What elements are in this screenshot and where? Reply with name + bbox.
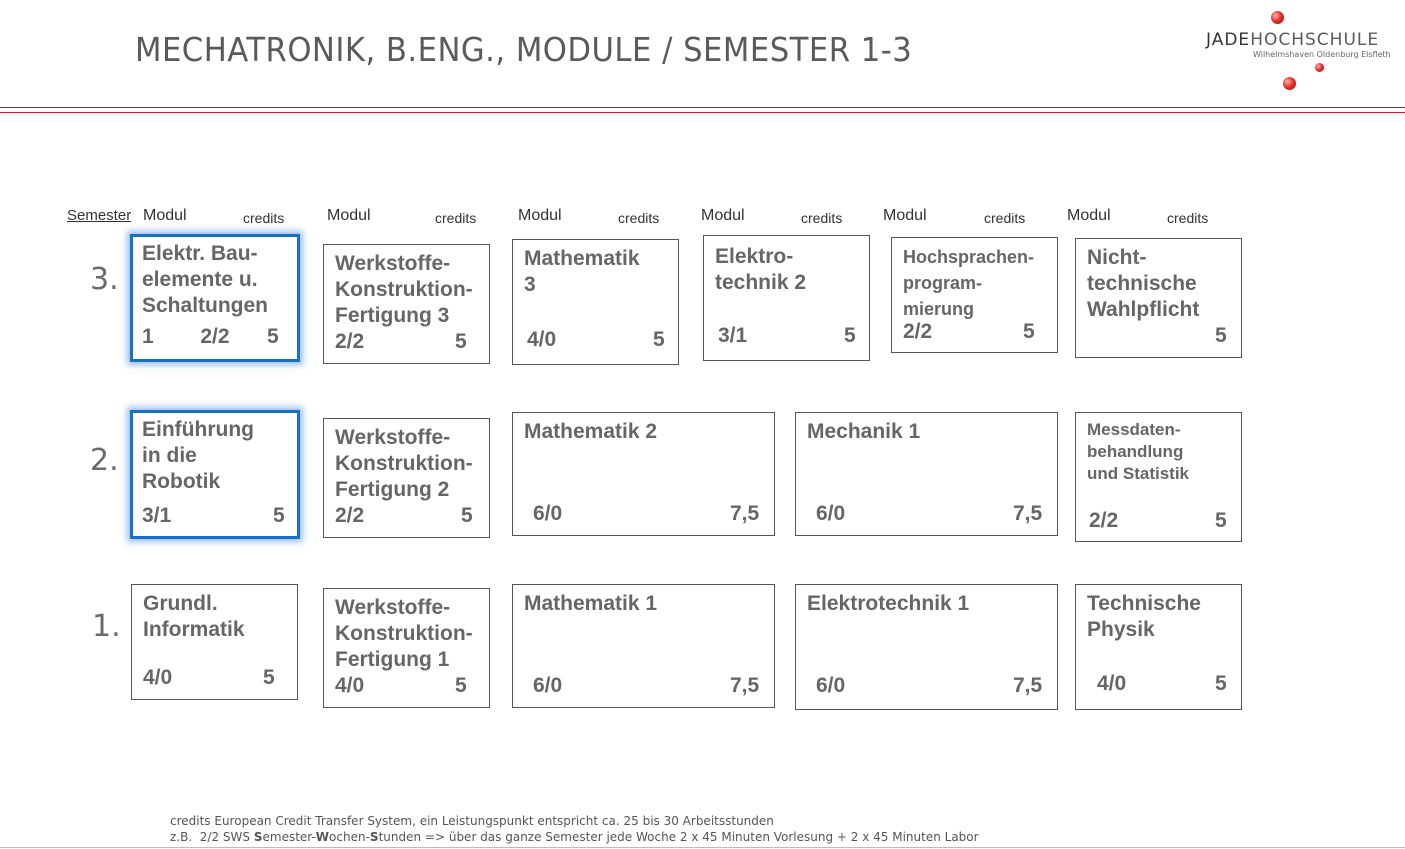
module-sws: 2/2 [1089, 509, 1119, 532]
module-credits: 5 [455, 674, 467, 697]
module-credits: 5 [461, 504, 473, 527]
module-name: Werkstoffe- Konstruktion- Fertigung 3 [335, 252, 473, 327]
module-credits: 7,5 [1013, 502, 1043, 525]
logo-ball-icon [1315, 63, 1324, 72]
module-credits: 5 [1215, 509, 1227, 532]
module-name: Mathematik 3 [524, 247, 640, 296]
module-card-hochsprachenprogrammierung[interactable] [891, 237, 1058, 353]
header-rule-red [0, 112, 1405, 113]
credits-header: credits [801, 210, 843, 226]
credits-header: credits [1167, 210, 1209, 226]
module-card-elektrotechnik-2[interactable] [703, 235, 870, 361]
module-card-grundl-informatik[interactable] [131, 584, 298, 700]
module-card-wkf3[interactable] [323, 244, 490, 364]
logo-wordmark: JADEHOCHSCHULE [1206, 30, 1380, 50]
module-sws: 2/2 [903, 320, 933, 343]
module-sws: 4/0 [143, 666, 173, 689]
module-card-mathematik-1[interactable] [512, 584, 775, 708]
page-title: MECHATRONIK, B.ENG., MODULE / SEMESTER 1-3 [135, 30, 913, 69]
module-sws: 6/0 [816, 674, 846, 697]
credits-header: credits [618, 210, 660, 226]
credits-header: credits [243, 210, 285, 226]
module-credits: 5 [267, 325, 279, 348]
module-credits: 7,5 [730, 502, 760, 525]
module-credits: 5 [273, 504, 285, 527]
module-sws: 6/0 [816, 502, 846, 525]
modul-header: Modul [883, 207, 927, 224]
module-sws: 1 2/2 [142, 325, 230, 348]
module-card-technische-physik[interactable] [1075, 584, 1242, 710]
module-name: Nicht- technische Wahlpflicht [1087, 246, 1200, 321]
module-credits: 5 [653, 328, 665, 351]
module-credits: 5 [1023, 320, 1035, 343]
logo-ball-icon [1271, 11, 1284, 24]
module-sws: 2/2 [335, 330, 365, 353]
module-name: Grundl. Informatik [143, 592, 245, 641]
module-sws: 3/1 [718, 324, 748, 347]
modul-header: Modul [1067, 207, 1111, 224]
jade-hochschule-logo [1196, 8, 1396, 98]
module-credits: 7,5 [1013, 674, 1043, 697]
module-card-mathematik-2[interactable] [512, 412, 775, 536]
module-credits: 5 [455, 330, 467, 353]
module-name: Mathematik 1 [524, 592, 658, 615]
module-card-wahlpflicht[interactable] [1075, 238, 1242, 358]
module-name: Hochsprachen- program- mierung [903, 247, 1035, 319]
footer-note-credits: credits European Credit Transfer System, ein Leistungspunkt entspricht ca. 25 bis 30 Arbeitsstunden [170, 814, 774, 828]
module-card-mathematik-3[interactable] [512, 239, 679, 365]
module-name: Werkstoffe- Konstruktion- Fertigung 1 [335, 596, 473, 671]
bottom-rule [0, 847, 1405, 848]
semester-label-3: 3. [90, 262, 119, 297]
semester-label-2: 2. [90, 443, 119, 478]
module-sws: 4/0 [335, 674, 365, 697]
module-name: Elektro- technik 2 [715, 245, 807, 294]
module-card-wkf2[interactable] [323, 418, 490, 538]
module-credits: 5 [1215, 324, 1227, 347]
credits-header: credits [984, 210, 1026, 226]
module-name: Messdaten- behandlung und Statistik [1087, 420, 1190, 483]
module-name: Mechanik 1 [807, 420, 921, 443]
module-card-elektr-bauelemente[interactable] [130, 234, 300, 362]
modul-header: Modul [518, 207, 562, 224]
module-card-wkf1[interactable] [323, 588, 490, 708]
module-card-elektrotechnik-1[interactable] [795, 584, 1058, 710]
modul-header: Modul [143, 207, 187, 224]
module-card-messdaten[interactable] [1075, 412, 1242, 542]
module-sws: 6/0 [533, 502, 563, 525]
credits-header: credits [435, 210, 477, 226]
semester-label-1: 1. [92, 609, 121, 644]
module-name: Technische Physik [1087, 592, 1201, 641]
logo-ball-icon [1283, 77, 1296, 90]
module-sws: 4/0 [527, 328, 557, 351]
header-rule-dark [0, 107, 1405, 108]
modul-header: Modul [701, 207, 745, 224]
module-sws: 4/0 [1097, 672, 1127, 695]
module-name: Einführung in die Robotik [142, 418, 254, 493]
module-name: Werkstoffe- Konstruktion- Fertigung 2 [335, 426, 473, 501]
footer-note-sws: z.B. 2/2 SWS Semester-Wochen-Stunden => über das ganze Semester jede Woche 2 x 45 Minuten Vorlesung + 2 x 45 Minuten Labor [170, 830, 979, 844]
module-credits: 7,5 [730, 674, 760, 697]
module-credits: 5 [1215, 672, 1227, 695]
module-credits: 5 [263, 666, 275, 689]
module-name: Mathematik 2 [524, 420, 658, 443]
module-name: Elektrotechnik 1 [807, 592, 970, 615]
semester-header: Semester [67, 207, 132, 224]
logo-subtitle: Wilhelmshaven Oldenburg Elsfleth [1253, 50, 1391, 59]
module-sws: 2/2 [335, 504, 365, 527]
module-sws: 3/1 [142, 504, 172, 527]
module-card-robotik[interactable] [130, 410, 300, 539]
module-sws: 6/0 [533, 674, 563, 697]
module-name: Elektr. Bau- elemente u. Schaltungen [142, 242, 269, 317]
module-credits: 5 [844, 324, 856, 347]
module-card-mechanik-1[interactable] [795, 412, 1058, 536]
modul-header: Modul [327, 207, 371, 224]
